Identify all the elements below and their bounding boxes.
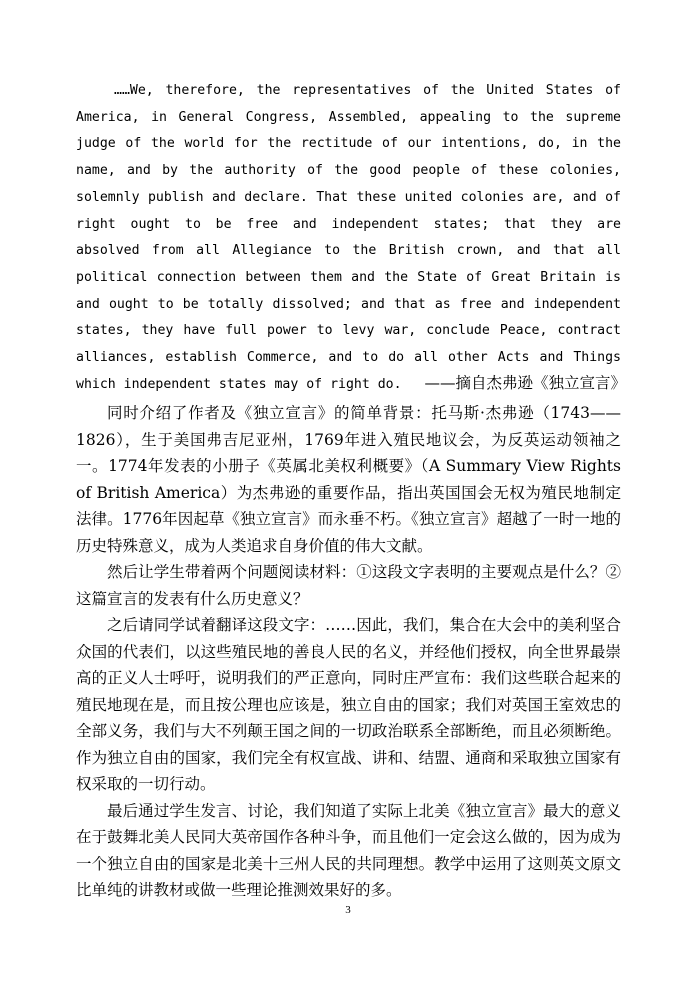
quote-attribution: ——摘自杰弗逊《独立宣言》	[424, 374, 626, 392]
paragraph-conclusion: 最后通过学生发言、讨论，我们知道了实际上北美《独立宣言》最大的意义在于鼓舞北美人民同大英帝国作各种斗争，而且他们一定会这么做的，因为成为一个独立自由的国家是北美十三州人民的共同理想。教学中运用了这则英文原文比单纯的讲教材或做一些理论推测效果好的多。	[76, 801, 621, 899]
body-text	[76, 400, 621, 904]
page-number: 3	[345, 904, 351, 916]
english-quote	[76, 78, 621, 398]
quote-text: ……We, therefore, the representatives of the United States of America, in General Congress, Assembled, appealing to the supreme judge of the world for the rectitude of our intentions, do, in the name, and by the authority of the good people of these colonies, solemnly publish and declare. That these united colonies are, and of right ought to be free and independent states; that they are absolved from all Allegiance to the British crown, and that all political connection between them and the State of Great Britain is and ought to be totally dissolved; and that as free and independent states, they have full power to levy war, conclude Peace, contract alliances, establish Commerce, and to do all other Acts and Things which independent states may of right do.	[76, 83, 621, 392]
paragraph-translation: 之后请同学试着翻译这段文字：……因此，我们，集合在大会中的美利坚合众国的代表们，以这些殖民地的善良人民的名义，并经他们授权，向全世界最崇高的正义人士呼吁，说明我们的严正意向，同时庄严宣布：我们这些联合起来的殖民地现在是，而且按公理也应该是，独立自由的国家；我们对英国王室效忠的全部义务，我们与大不列颠王国之间的一切政治联系全部断绝，而且必须断绝。作为独立自由的国家，我们完全有权宣战、讲和、结盟、通商和采取独立国家有权采取的一切行动。	[76, 616, 621, 793]
paragraph-background: 同时介绍了作者及《独立宣言》的简单背景：托马斯·杰弗逊（1743——1826），生于美国弗吉尼亚州，1769年进入殖民地议会，为反英运动领袖之一。1774年发表的小册子《英属北美权利概要》（A Summary View Rights of British America）为杰弗逊的重要作品，指出英国国会无权为殖民地制定法律。1776年因起草《独立宣言》而永垂不朽。《独立宣言》超越了一时一地的历史特殊意义，成为人类追求自身价值的伟大文献。	[76, 404, 621, 555]
paragraph-questions: 然后让学生带着两个问题阅读材料：①这段文字表明的主要观点是什么？②这篇宣言的发表有什么历史意义？	[76, 563, 621, 608]
